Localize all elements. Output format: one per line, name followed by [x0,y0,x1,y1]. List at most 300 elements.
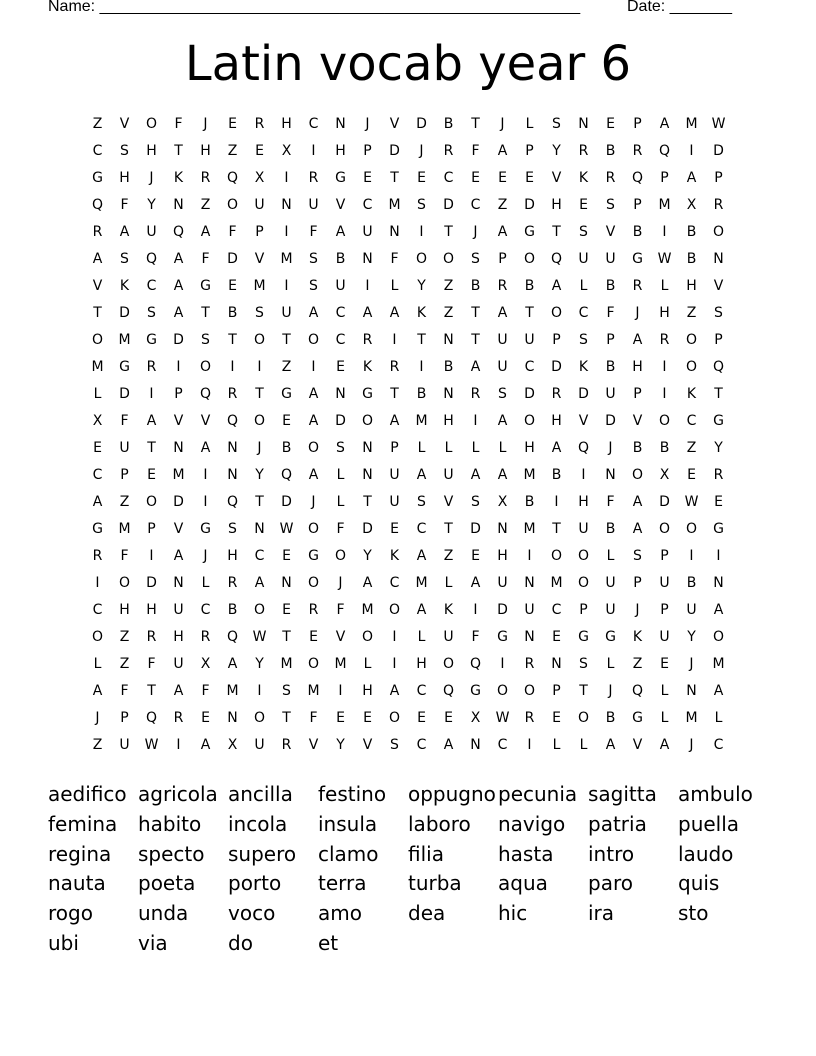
header [48,0,748,20]
word-bank-item: rogo [48,901,93,926]
grid-letter: V [308,737,319,753]
grid-letter: H [524,440,535,456]
grid-letter: K [416,305,427,321]
grid-letter: L [336,467,345,483]
grid-letter: N [281,575,292,591]
grid-letter: A [92,251,103,267]
grid-letter: N [443,386,454,402]
grid-letter: D [524,197,535,213]
grid-letter: A [497,413,508,429]
grid-letter: D [227,251,238,267]
grid-letter: W [495,710,510,726]
word-bank-item: festino [318,782,387,806]
grid-letter: L [606,656,615,672]
grid-letter: F [201,683,210,699]
grid-letter: R [632,278,643,294]
grid-letter: Z [92,116,103,132]
grid-letter: J [608,683,613,699]
grid-letter: T [363,494,372,510]
grid-letter: L [417,629,426,645]
grid-letter: L [714,710,723,726]
grid-letter: B [524,278,535,294]
grid-letter: Z [443,278,454,294]
grid-row [84,651,732,678]
grid-letter: M [253,278,266,294]
grid-letter: Q [226,170,239,186]
grid-letter: W [252,629,267,645]
grid-letter: N [578,116,589,132]
grid-letter: U [362,224,373,240]
grid-letter: G [524,224,535,240]
grid-letter: R [497,278,508,294]
grid-letter: U [254,197,265,213]
grid-letter: Z [443,305,454,321]
grid-letter: V [119,116,130,132]
grid-letter: F [309,224,318,240]
grid-letter: Y [417,278,426,294]
grid-letter: I [311,359,316,375]
grid-letter: Y [255,656,264,672]
word-bank-item: ubi [48,930,79,955]
grid-letter: G [632,251,643,267]
grid-letter: G [335,170,346,186]
grid-letter: A [308,386,319,402]
word-bank-item: navigo [498,811,566,836]
grid-letter: Y [687,629,696,645]
grid-letter: L [444,440,453,456]
grid-letter: C [416,521,427,537]
grid-letter: E [390,521,399,537]
grid-letter: P [174,386,183,402]
grid-letter: E [228,116,237,132]
grid-letter: K [119,278,130,294]
grid-letter: J [473,224,478,240]
grid-letter: S [579,224,588,240]
grid-letter: I [311,143,316,159]
grid-letter: A [200,737,211,753]
grid-letter: I [473,602,478,618]
grid-letter: V [632,737,643,753]
grid-letter: H [119,602,130,618]
grid-letter: L [660,683,669,699]
grid-letter: E [147,467,156,483]
grid-letter: H [443,413,454,429]
grid-letter: B [632,440,643,456]
grid-letter: H [281,116,292,132]
grid-letter: H [686,278,697,294]
grid-letter: H [335,143,346,159]
grid-letter: L [606,548,615,564]
grid-letter: B [416,386,427,402]
grid-row [84,273,732,300]
grid-letter: M [550,575,563,591]
grid-letter: M [334,656,347,672]
grid-letter: M [712,656,725,672]
grid-letter: O [577,548,590,564]
grid-letter: F [201,251,210,267]
grid-letter: B [605,143,616,159]
grid-letter: Y [714,440,723,456]
grid-letter: J [635,305,640,321]
grid-letter: L [552,737,561,753]
grid-letter: F [471,143,480,159]
grid-letter: T [93,305,102,321]
grid-letter: O [91,629,104,645]
grid-letter: Z [281,359,292,375]
grid-letter: V [92,278,103,294]
grid-letter: Z [119,656,130,672]
grid-letter: T [174,143,183,159]
grid-letter: U [335,278,346,294]
grid-letter: A [335,224,346,240]
grid-letter: J [203,116,208,132]
grid-letter: A [119,224,130,240]
grid-letter: N [524,629,535,645]
grid-letter: F [228,224,237,240]
grid-letter: O [658,521,671,537]
grid-letter: C [443,170,454,186]
grid-letter: D [389,143,400,159]
word-bank-item: laboro [408,811,471,836]
grid-letter: I [662,386,667,402]
grid-letter: S [120,251,129,267]
word-bank-item: ambulo [678,782,753,806]
grid-letter: H [146,143,157,159]
grid-letter: O [523,251,536,267]
grid-letter: N [254,521,265,537]
grid-letter: G [92,521,103,537]
grid-letter: T [471,116,480,132]
grid-letter: R [632,143,643,159]
grid-letter: A [497,143,508,159]
grid-letter: D [497,602,508,618]
grid-letter: O [361,413,374,429]
grid-row [84,570,732,597]
grid-letter: V [173,521,184,537]
grid-letter: O [361,629,374,645]
grid-letter: U [659,629,670,645]
grid-letter: U [443,629,454,645]
grid-letter: R [308,170,319,186]
grid-letter: A [497,224,508,240]
grid-letter: H [173,629,184,645]
grid-letter: E [444,710,453,726]
grid-letter: C [335,305,346,321]
grid-letter: O [442,251,455,267]
grid-letter: D [173,332,184,348]
grid-letter: J [419,143,424,159]
grid-letter: D [173,494,184,510]
grid-letter: R [227,575,238,591]
grid-letter: S [606,197,615,213]
grid-letter: O [523,413,536,429]
grid-letter: G [362,386,373,402]
grid-letter: G [308,548,319,564]
grid-letter: C [497,737,508,753]
name-field-label: Name: ______________________________________________________ [48,0,581,15]
grid-letter: D [470,521,481,537]
grid-letter: C [713,737,724,753]
grid-letter: A [713,683,724,699]
grid-letter: R [227,386,238,402]
grid-letter: B [335,251,346,267]
grid-letter: I [662,224,667,240]
grid-letter: U [146,224,157,240]
grid-letter: A [92,683,103,699]
grid-letter: S [336,440,345,456]
grid-letter: T [282,629,291,645]
grid-letter: R [713,467,724,483]
grid-letter: M [415,413,428,429]
grid-letter: Q [442,683,455,699]
grid-letter: I [284,224,289,240]
grid-letter: C [92,602,103,618]
grid-letter: G [578,629,589,645]
grid-letter: B [605,359,616,375]
grid-letter: U [281,305,292,321]
grid-letter: O [685,521,698,537]
grid-letter: E [417,710,426,726]
grid-letter: G [92,170,103,186]
grid-letter: S [282,683,291,699]
grid-letter: F [336,521,345,537]
grid-letter: L [579,278,588,294]
date-field-label: Date: _______ [627,0,732,15]
grid-letter: L [417,440,426,456]
grid-letter: Q [631,683,644,699]
word-bank-item: supero [228,841,297,866]
grid-letter: E [714,494,723,510]
grid-row [84,516,732,543]
grid-letter: E [309,629,318,645]
grid-letter: C [578,305,589,321]
grid-letter: D [578,386,589,402]
grid-letter: Q [469,656,482,672]
grid-letter: A [416,548,427,564]
grid-letter: N [524,575,535,591]
grid-letter: S [417,494,426,510]
grid-letter: V [551,170,562,186]
grid-letter: E [282,602,291,618]
grid-letter: M [685,116,698,132]
grid-letter: H [416,656,427,672]
grid-letter: R [524,710,535,726]
word-bank-item: terra [318,871,367,896]
grid-letter: Q [550,251,563,267]
grid-letter: Q [172,224,185,240]
grid-letter: I [419,359,424,375]
grid-letter: C [686,413,697,429]
grid-letter: Z [200,197,211,213]
grid-letter: N [389,224,400,240]
grid-letter: W [684,494,699,510]
grid-letter: O [253,413,266,429]
grid-letter: F [606,305,615,321]
grid-letter: I [176,359,181,375]
grid-letter: O [712,224,725,240]
grid-letter: S [579,656,588,672]
grid-letter: B [686,251,697,267]
grid-letter: U [605,386,616,402]
grid-letter: X [497,494,508,510]
word-bank-item: laudo [678,841,734,866]
grid-letter: B [443,116,454,132]
grid-letter: C [362,197,373,213]
grid-letter: Z [632,656,643,672]
grid-letter: A [200,224,211,240]
grid-letter: R [92,548,103,564]
word-bank-item: incola [228,811,288,836]
grid-letter: V [200,413,211,429]
grid-letter: Q [145,251,158,267]
grid-letter: D [605,413,616,429]
grid-letter: A [551,440,562,456]
grid-letter: I [392,656,397,672]
grid-letter: L [363,656,372,672]
grid-letter: S [498,386,507,402]
grid-letter: S [390,737,399,753]
grid-letter: I [716,548,721,564]
grid-letter: G [605,629,616,645]
word-bank-item: insula [318,811,378,836]
grid-letter: O [199,359,212,375]
grid-letter: T [282,710,291,726]
grid-letter: D [713,143,724,159]
grid-letter: L [525,116,534,132]
grid-letter: S [552,116,561,132]
grid-letter: A [632,494,643,510]
word-bank-item: hasta [498,841,554,866]
grid-letter: R [200,629,211,645]
grid-letter: V [254,251,265,267]
grid-letter: O [307,575,320,591]
word-bank-item: unda [138,901,189,926]
grid-letter: O [577,575,590,591]
grid-letter: N [605,467,616,483]
grid-letter: J [689,656,694,672]
grid-letter: F [309,710,318,726]
grid-letter: H [146,602,157,618]
grid-row [84,300,732,327]
grid-letter: Y [552,143,561,159]
grid-letter: L [660,278,669,294]
grid-letter: E [363,170,372,186]
grid-letter: O [658,413,671,429]
grid-letter: I [392,332,397,348]
grid-letter: N [227,440,238,456]
grid-letter: K [173,170,184,186]
grid-letter: E [255,143,264,159]
grid-letter: P [633,116,642,132]
grid-letter: D [335,413,346,429]
grid-letter: L [444,575,453,591]
grid-letter: B [443,359,454,375]
grid-row [84,624,732,651]
word-bank-item: ancilla [228,782,293,806]
grid-letter: O [496,683,509,699]
grid-letter: G [632,710,643,726]
grid-letter: L [471,440,480,456]
word-bank-item: specto [138,841,205,866]
grid-letter: E [282,413,291,429]
grid-letter: U [686,602,697,618]
grid-letter: Y [363,548,372,564]
grid-letter: U [497,332,508,348]
word-bank [48,780,788,959]
grid-letter: N [362,251,373,267]
grid-letter: B [605,278,616,294]
grid-letter: C [416,737,427,753]
word-bank-item: agricola [138,782,218,806]
grid-letter: J [500,116,505,132]
grid-row [84,408,732,435]
grid-letter: O [550,305,563,321]
grid-letter: E [336,710,345,726]
grid-letter: Z [443,548,454,564]
grid-letter: R [659,332,670,348]
grid-letter: R [146,359,157,375]
grid-row [84,705,732,732]
grid-row [84,462,732,489]
grid-letter: A [308,413,319,429]
grid-letter: B [632,224,643,240]
grid-letter: T [201,305,210,321]
grid-letter: A [389,683,400,699]
grid-letter: A [605,737,616,753]
word-bank-item: hic [498,901,528,926]
grid-letter: O [253,332,266,348]
grid-letter: A [470,359,481,375]
grid-letter: X [227,737,238,753]
grid-letter: O [307,440,320,456]
grid-letter: A [470,575,481,591]
grid-letter: N [713,575,724,591]
grid-letter: O [388,602,401,618]
grid-letter: V [173,413,184,429]
grid-letter: O [712,629,725,645]
grid-letter: V [578,413,589,429]
grid-letter: X [281,143,292,159]
grid-letter: O [253,710,266,726]
grid-letter: B [227,305,238,321]
grid-letter: E [471,548,480,564]
grid-letter: N [227,467,238,483]
grid-letter: L [660,710,669,726]
grid-letter: C [389,575,400,591]
grid-letter: C [524,359,535,375]
grid-letter: W [279,521,294,537]
grid-letter: A [362,305,373,321]
grid-letter: U [578,251,589,267]
grid-letter: B [686,224,697,240]
grid-letter: G [713,521,724,537]
grid-letter: R [524,656,535,672]
grid-row [84,192,732,219]
word-bank-item: amo [318,901,362,926]
grid-letter: O [550,548,563,564]
grid-letter: E [201,710,210,726]
word-bank-item: ira [588,901,615,926]
grid-letter: D [659,494,670,510]
grid-letter: N [362,467,373,483]
grid-letter: O [631,467,644,483]
grid-letter: A [146,413,157,429]
grid-letter: B [281,440,292,456]
grid-letter: T [282,332,291,348]
word-bank-item: patria [588,811,647,836]
grid-letter: A [416,602,427,618]
grid-letter: G [497,629,508,645]
